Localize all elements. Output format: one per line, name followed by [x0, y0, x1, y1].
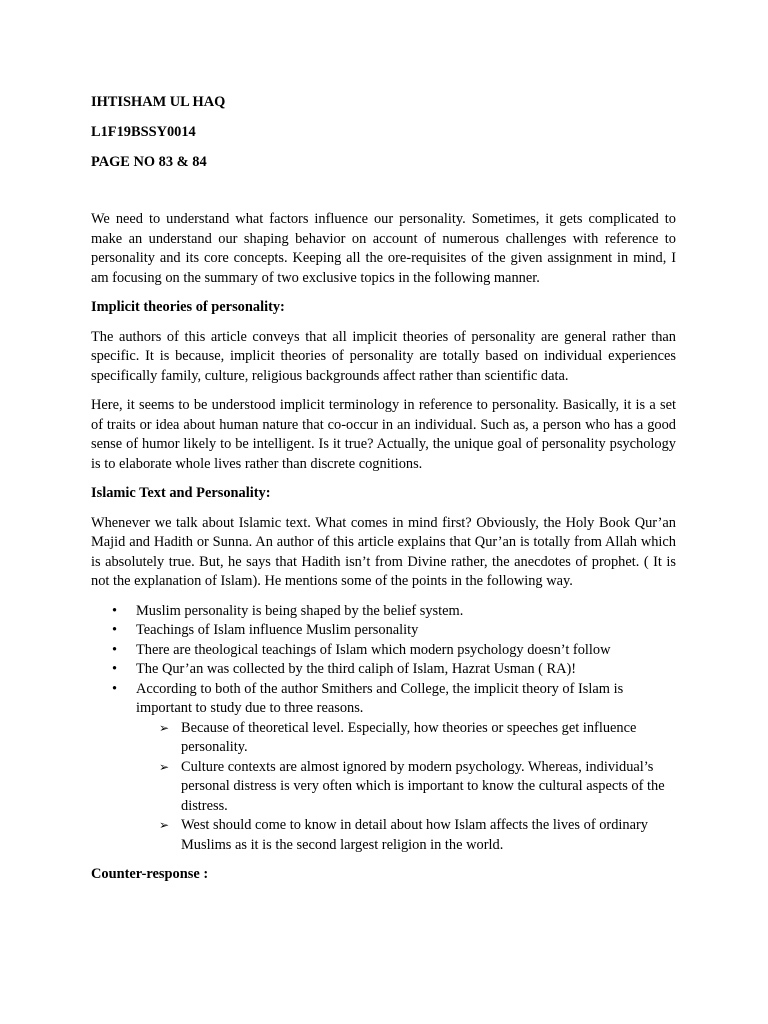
sub-bullet-list	[136, 719, 676, 856]
list-item-text: Teachings of Islam influence Muslim personality	[136, 622, 419, 638]
bullet-icon: •	[112, 661, 118, 677]
list-item-text: According to both of the author Smithers and College, the implicit theory of Islam is important to study due to three reasons.	[136, 680, 624, 716]
sub-list-item-text: West should come to know in detail about how Islam affects the lives of ordinary Muslims as it is the second largest religion in the world.	[181, 817, 648, 853]
page-number: PAGE NO 83 & 84	[91, 154, 207, 170]
section-heading-implicit-theories: Implicit theories of personality:	[91, 299, 285, 315]
intro-paragraph: We need to understand what factors influence our personality. Sometimes, it gets complicated to make an understand our shaping behavior on account of numerous challenges with reference to personality and its core concepts. Keeping all the ore-requisites of the given assignment in mind, I am focusing on the summary of two exclusive topics in the following manner.	[91, 211, 676, 286]
islamic-text-paragraph: Whenever we talk about Islamic text. What comes in mind first? Obviously, the Holy Book Qur’an Majid and Hadith or Sunna. An author of this article explains that Qur’an is totally from Allah which is absolutely true. But, he says that Hadith isn’t from Divine rather, the anecdotes of prophet. ( It is not the explanation of Islam). He mentions some of the points in the following way.	[91, 514, 676, 589]
sub-list-item-text: Culture contexts are almost ignored by modern psychology. Whereas, individual’s personal distress is very often which is important to know the cultural aspects of the distress.	[181, 758, 665, 814]
bullet-icon: •	[112, 622, 118, 638]
list-item	[91, 660, 676, 680]
document-body	[91, 210, 676, 895]
section-heading-counter-response: Counter-response :	[91, 866, 209, 882]
section-heading-islamic-text: Islamic Text and Personality:	[91, 485, 271, 501]
list-item	[91, 680, 676, 856]
sub-list-item	[136, 719, 676, 758]
roll-number: L1F19BSSY0014	[91, 124, 196, 140]
list-item	[91, 641, 676, 661]
arrow-bullet-icon: ➢	[159, 759, 170, 774]
arrow-bullet-icon: ➢	[159, 818, 170, 832]
bullet-icon: •	[112, 641, 118, 658]
arrow-bullet-icon: ➢	[159, 720, 170, 735]
implicit-theories-paragraph-1: The authors of this article conveys that all implicit theories of personality are general rather than specific. It is because, implicit theories of personality are totally based on individual experiences specifically family, culture, religious backgrounds affect rather than scientific data.	[91, 328, 676, 384]
author-name: IHTISHAM UL HAQ	[91, 94, 226, 110]
list-item	[91, 621, 676, 641]
bullet-icon: •	[112, 680, 118, 697]
list-item-text: Muslim personality is being shaped by the belief system.	[136, 602, 464, 619]
bullet-icon: •	[112, 602, 118, 619]
sub-list-item	[136, 758, 676, 817]
sub-list-item	[136, 816, 676, 855]
sub-list-item-text: Because of theoretical level. Especially, how theories or speeches get influence personality.	[181, 719, 637, 755]
list-item-text: The Qur’an was collected by the third caliph of Islam, Hazrat Usman ( RA)!	[136, 661, 577, 677]
document-header	[91, 93, 225, 183]
list-item-text: There are theological teachings of Islam which modern psychology doesn’t follow	[136, 641, 611, 658]
list-item	[91, 602, 676, 622]
implicit-theories-paragraph-2: Here, it seems to be understood implicit terminology in reference to personality. Basically, it is a set of traits or idea about human nature that co-occur in an individual. Such as, a person who has a good sense of humor likely to be intelligent. Is it true? Actually, the unique goal of personality psychology is to elaborate whole lives rather than discrete cognitions.	[91, 397, 676, 472]
bullet-list	[91, 602, 676, 856]
